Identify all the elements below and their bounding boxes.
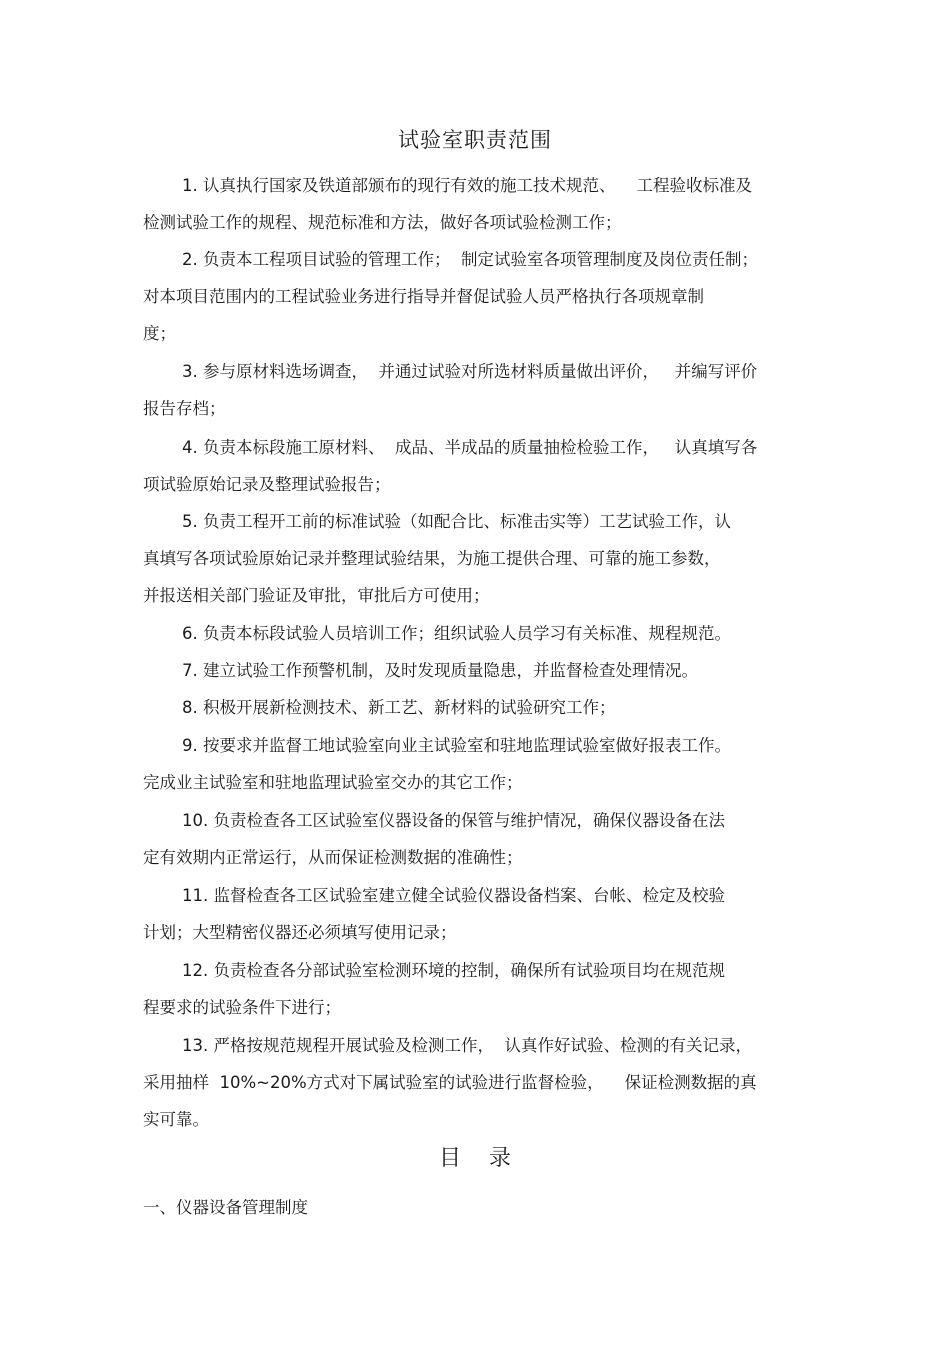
paragraph-7-line-1: 7. 建立试验工作预警机制，及时发现质量隐患，并监督检查处理情况。	[182, 661, 698, 680]
paragraph-9-line-1: 9. 按要求并监督工地试验室向业主试验室和驻地监理试验室做好报表工作。	[182, 736, 731, 755]
paragraph-4-line-2: 项试验原始记录及整理试验报告；	[143, 475, 391, 494]
paragraph-2-line-1: 2. 负责本工程项目试验的管理工作； 制定试验室各项管理制度及岗位责任制；	[182, 250, 758, 269]
paragraph-11-line-2: 计划；大型精密仪器还必须填写使用记录；	[143, 923, 457, 942]
paragraph-4-line-1: 4. 负责本标段施工原材料、 成品、半成品的质量抽检检验工作， 认真填写各	[182, 438, 758, 457]
paragraph-13-line-1: 13. 严格按规范规程开展试验及检测工作， 认真作好试验、检测的有关记录，	[182, 1036, 752, 1055]
paragraph-3-line-2: 报告存档；	[143, 399, 226, 418]
paragraph-6-line-1: 6. 负责本标段试验人员培训工作；组织试验人员学习有关标准、规程规范。	[182, 624, 731, 643]
paragraph-2-line-2: 对本项目范围内的工程试验业务进行指导并督促试验人员严格执行各项规章制	[143, 287, 704, 306]
paragraph-13-line-3: 实可靠。	[143, 1110, 209, 1129]
paragraph-8-line-1: 8. 积极开展新检测技术、新工艺、新材料的试验研究工作；	[182, 698, 616, 717]
paragraph-10-line-2: 定有效期内正常运行，从而保证检测数据的准确性；	[143, 848, 523, 867]
toc-title: 目 录	[439, 1146, 511, 1171]
paragraph-10-line-1: 10. 负责检查各工区试验室仪器设备的保管与维护情况，确保仪器设备在法	[182, 811, 725, 830]
paragraph-2-line-3: 度；	[143, 324, 176, 343]
paragraph-3-line-1: 3. 参与原材料选场调查， 并通过试验对所选材料质量做出评价， 并编写评价	[182, 362, 758, 381]
paragraph-12-line-1: 12. 负责检查各分部试验室检测环境的控制，确保所有试验项目均在规范规	[182, 961, 725, 980]
paragraph-12-line-2: 程要求的试验条件下进行；	[143, 998, 341, 1017]
paragraph-5-line-1: 5. 负责工程开工前的标准试验（如配合比、标准击实等）工艺试验工作，认	[182, 512, 731, 531]
toc-item-1: 一、仪器设备管理制度	[143, 1198, 308, 1217]
paragraph-1-line-1: 1. 认真执行国家及铁道部颁布的现行有效的施工技术规范、 工程验收标准及	[182, 176, 752, 195]
paragraph-5-line-2: 真填写各项试验原始记录并整理试验结果，为施工提供合理、可靠的施工参数，	[143, 549, 721, 568]
paragraph-1-line-2: 检测试验工作的规程、规范标准和方法，做好各项试验检测工作；	[143, 213, 622, 232]
document-title: 试验室职责范围	[398, 128, 552, 152]
paragraph-13-line-2: 采用抽样 10%~20%方式对下属试验室的试验进行监督检验， 保证检测数据的真	[143, 1073, 757, 1092]
paragraph-5-line-3: 并报送相关部门验证及审批，审批后方可使用；	[143, 586, 490, 605]
paragraph-11-line-1: 11. 监督检查各工区试验室建立健全试验仪器设备档案、台帐、检定及校验	[182, 886, 725, 905]
paragraph-9-line-2: 完成业主试验室和驻地监理试验室交办的其它工作；	[143, 773, 523, 792]
